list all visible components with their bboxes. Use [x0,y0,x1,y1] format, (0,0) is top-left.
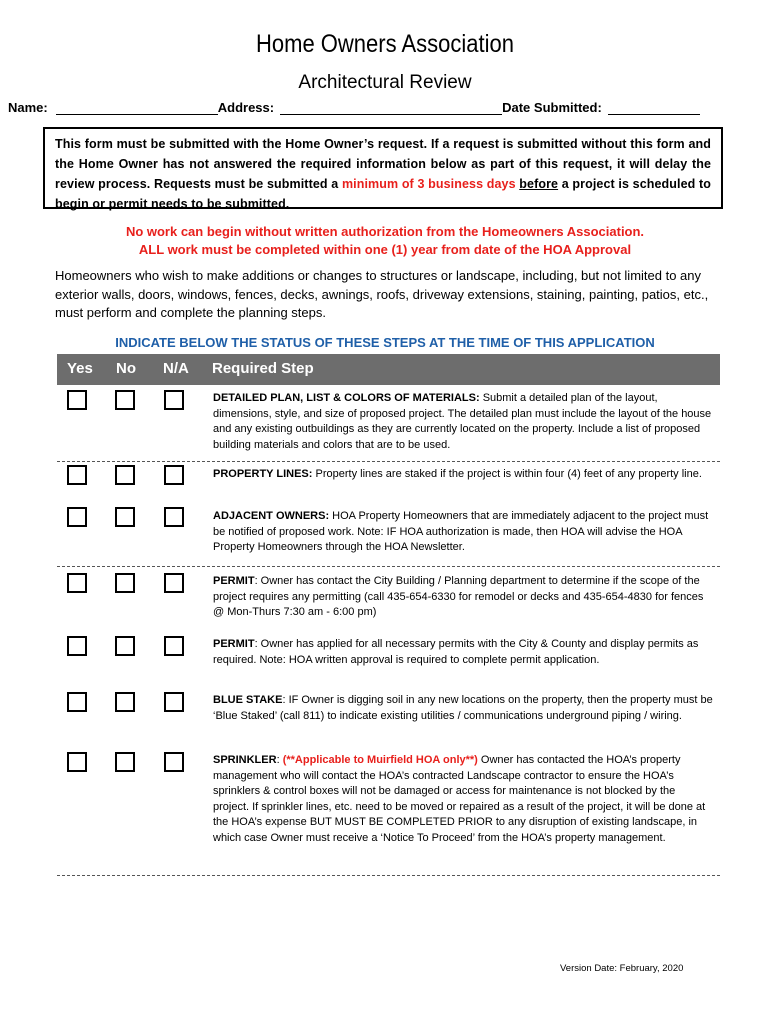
date-field[interactable] [608,102,700,115]
intro-paragraph: Homeowners who wish to make additions or changes to structures or landscape, including, but not limited to any exterior walls, doors, windows, fences, decks, awnings, roofs, driveway extensions, staining, painting, patios, etc., must perform and complete the planning steps. [55,268,709,320]
step-description [213,467,713,483]
date-label: Date Submitted: [502,100,602,115]
table-header [57,354,720,385]
yes-checkbox[interactable] [67,465,87,485]
step-title: ADJACENT OWNERS: [213,510,330,522]
yes-checkbox[interactable] [67,507,87,527]
form-subtitle: Architectural Review [298,72,472,93]
yes-checkbox[interactable] [67,692,87,712]
na-checkbox[interactable] [164,507,184,527]
step-body: Property lines are staked if the project is within four (4) feet of any property line. [312,468,702,480]
no-checkbox[interactable] [115,573,135,593]
step-title: PROPERTY LINES: [213,468,313,480]
row-divider [57,461,720,462]
step-description [213,693,713,724]
name-field[interactable] [56,102,218,115]
no-checkbox[interactable] [115,465,135,485]
col-yes: Yes [67,360,93,377]
version-date: Version Date: February, 2020 [560,963,684,974]
row-divider [57,875,720,876]
na-checkbox[interactable] [164,692,184,712]
no-checkbox[interactable] [115,636,135,656]
applicant-fields [8,100,730,115]
step-body: : Owner has applied for all necessary permits with the City & County and display permits as required. Note: HOA written approval is required to complete permit application. [213,638,699,666]
step-title: PERMIT [213,575,255,587]
step-title: SPRINKLER [213,754,277,766]
form-title: Home Owners Association [255,30,515,58]
notice-highlight: minimum of 3 business days [341,177,516,191]
step-body: Owner has contacted the HOA’s property management who will contact the HOA’s contracted Landscape contractor to ensure the HOA’s sprinklers & control boxes will not be damaged or access for maintenance is not blocked by the project. If sprinkler lines, etc. need to be moved or repaired as a result of the project, it will be done at the HOA’s expense BUT MUST BE COMPLETED PRIOR to any disruption of existing landscape, in which case Owner must receive a ‘Notice To Proceed’ from the HOA’s property management. [213,754,706,844]
address-label: Address: [217,100,275,115]
step-title: DETAILED PLAN, LIST & COLORS OF MATERIALS: [213,392,480,404]
no-checkbox[interactable] [115,390,135,410]
no-checkbox[interactable] [115,507,135,527]
step-description [213,574,713,621]
step-separator: : [276,754,283,766]
na-checkbox[interactable] [164,465,184,485]
yes-checkbox[interactable] [67,752,87,772]
submission-notice [43,127,723,209]
address-field[interactable] [280,102,502,115]
yes-checkbox[interactable] [67,390,87,410]
col-na: N/A [163,360,189,377]
no-checkbox[interactable] [115,752,135,772]
notice-underlined: before [519,177,559,191]
yes-checkbox[interactable] [67,573,87,593]
row-divider [57,566,720,567]
step-highlight: (**Applicable to Muirfield HOA only**) [282,754,478,766]
warning-line-1: No work can begin without written authorization from the Homeowners Association. [125,224,645,239]
notice-text: This form must be submitted with the Home Owner’s request. If a request is submitted without this form and the Home Owner has not answered the required information below as part of this request, it will delay the review process. Requests must be submitted a [55,137,711,191]
step-description [213,391,713,453]
yes-checkbox[interactable] [67,636,87,656]
step-body: Submit a detailed plan of the layout, dimensions, style, and size of proposed project. The detailed plan must include the layout of the house and any existing outbuildings as they are currently located on the property. Include a list of proposed building materials and colors that are to be used. [213,392,712,451]
step-description [213,753,713,846]
status-instruction: INDICATE BELOW THE STATUS OF THESE STEPS AT THE TIME OF THIS APPLICATION [115,335,655,350]
na-checkbox[interactable] [164,390,184,410]
step-title: BLUE STAKE [213,694,283,706]
warning-line-2: ALL work must be completed within one (1) year from date of the HOA Approval [138,242,632,257]
name-label: Name: [8,100,48,115]
step-description [213,637,713,668]
na-checkbox[interactable] [164,573,184,593]
step-body: HOA Property Homeowners that are immediately adjacent to the project must be notified of proposed work. Note: IF HOA authorization is made, then HOA will advise the HOA Property Homeowners through the HOA Newsletter. [213,510,709,553]
step-title: PERMIT [213,638,255,650]
step-description [213,509,713,556]
notice-text-end: a project is scheduled to begin or permit needs to be submitted. [55,177,712,211]
na-checkbox[interactable] [164,752,184,772]
authorization-warning [0,223,770,259]
na-checkbox[interactable] [164,636,184,656]
col-no: No [116,360,136,377]
step-body: : Owner has contact the City Building / Planning department to determine if the scope of the project requires any permitting (call 435-654-6330 for remodel or decks and 435-654-4830 for fences @ Mon-Thurs 7:30 am - 6:00 pm) [213,575,704,618]
col-step: Required Step [212,360,314,377]
step-body: : IF Owner is digging soil in any new locations on the property, then the property must be ‘Blue Staked’ (call 811) to indicate existing utilities / communications underground piping / wiring. [213,694,713,722]
no-checkbox[interactable] [115,692,135,712]
